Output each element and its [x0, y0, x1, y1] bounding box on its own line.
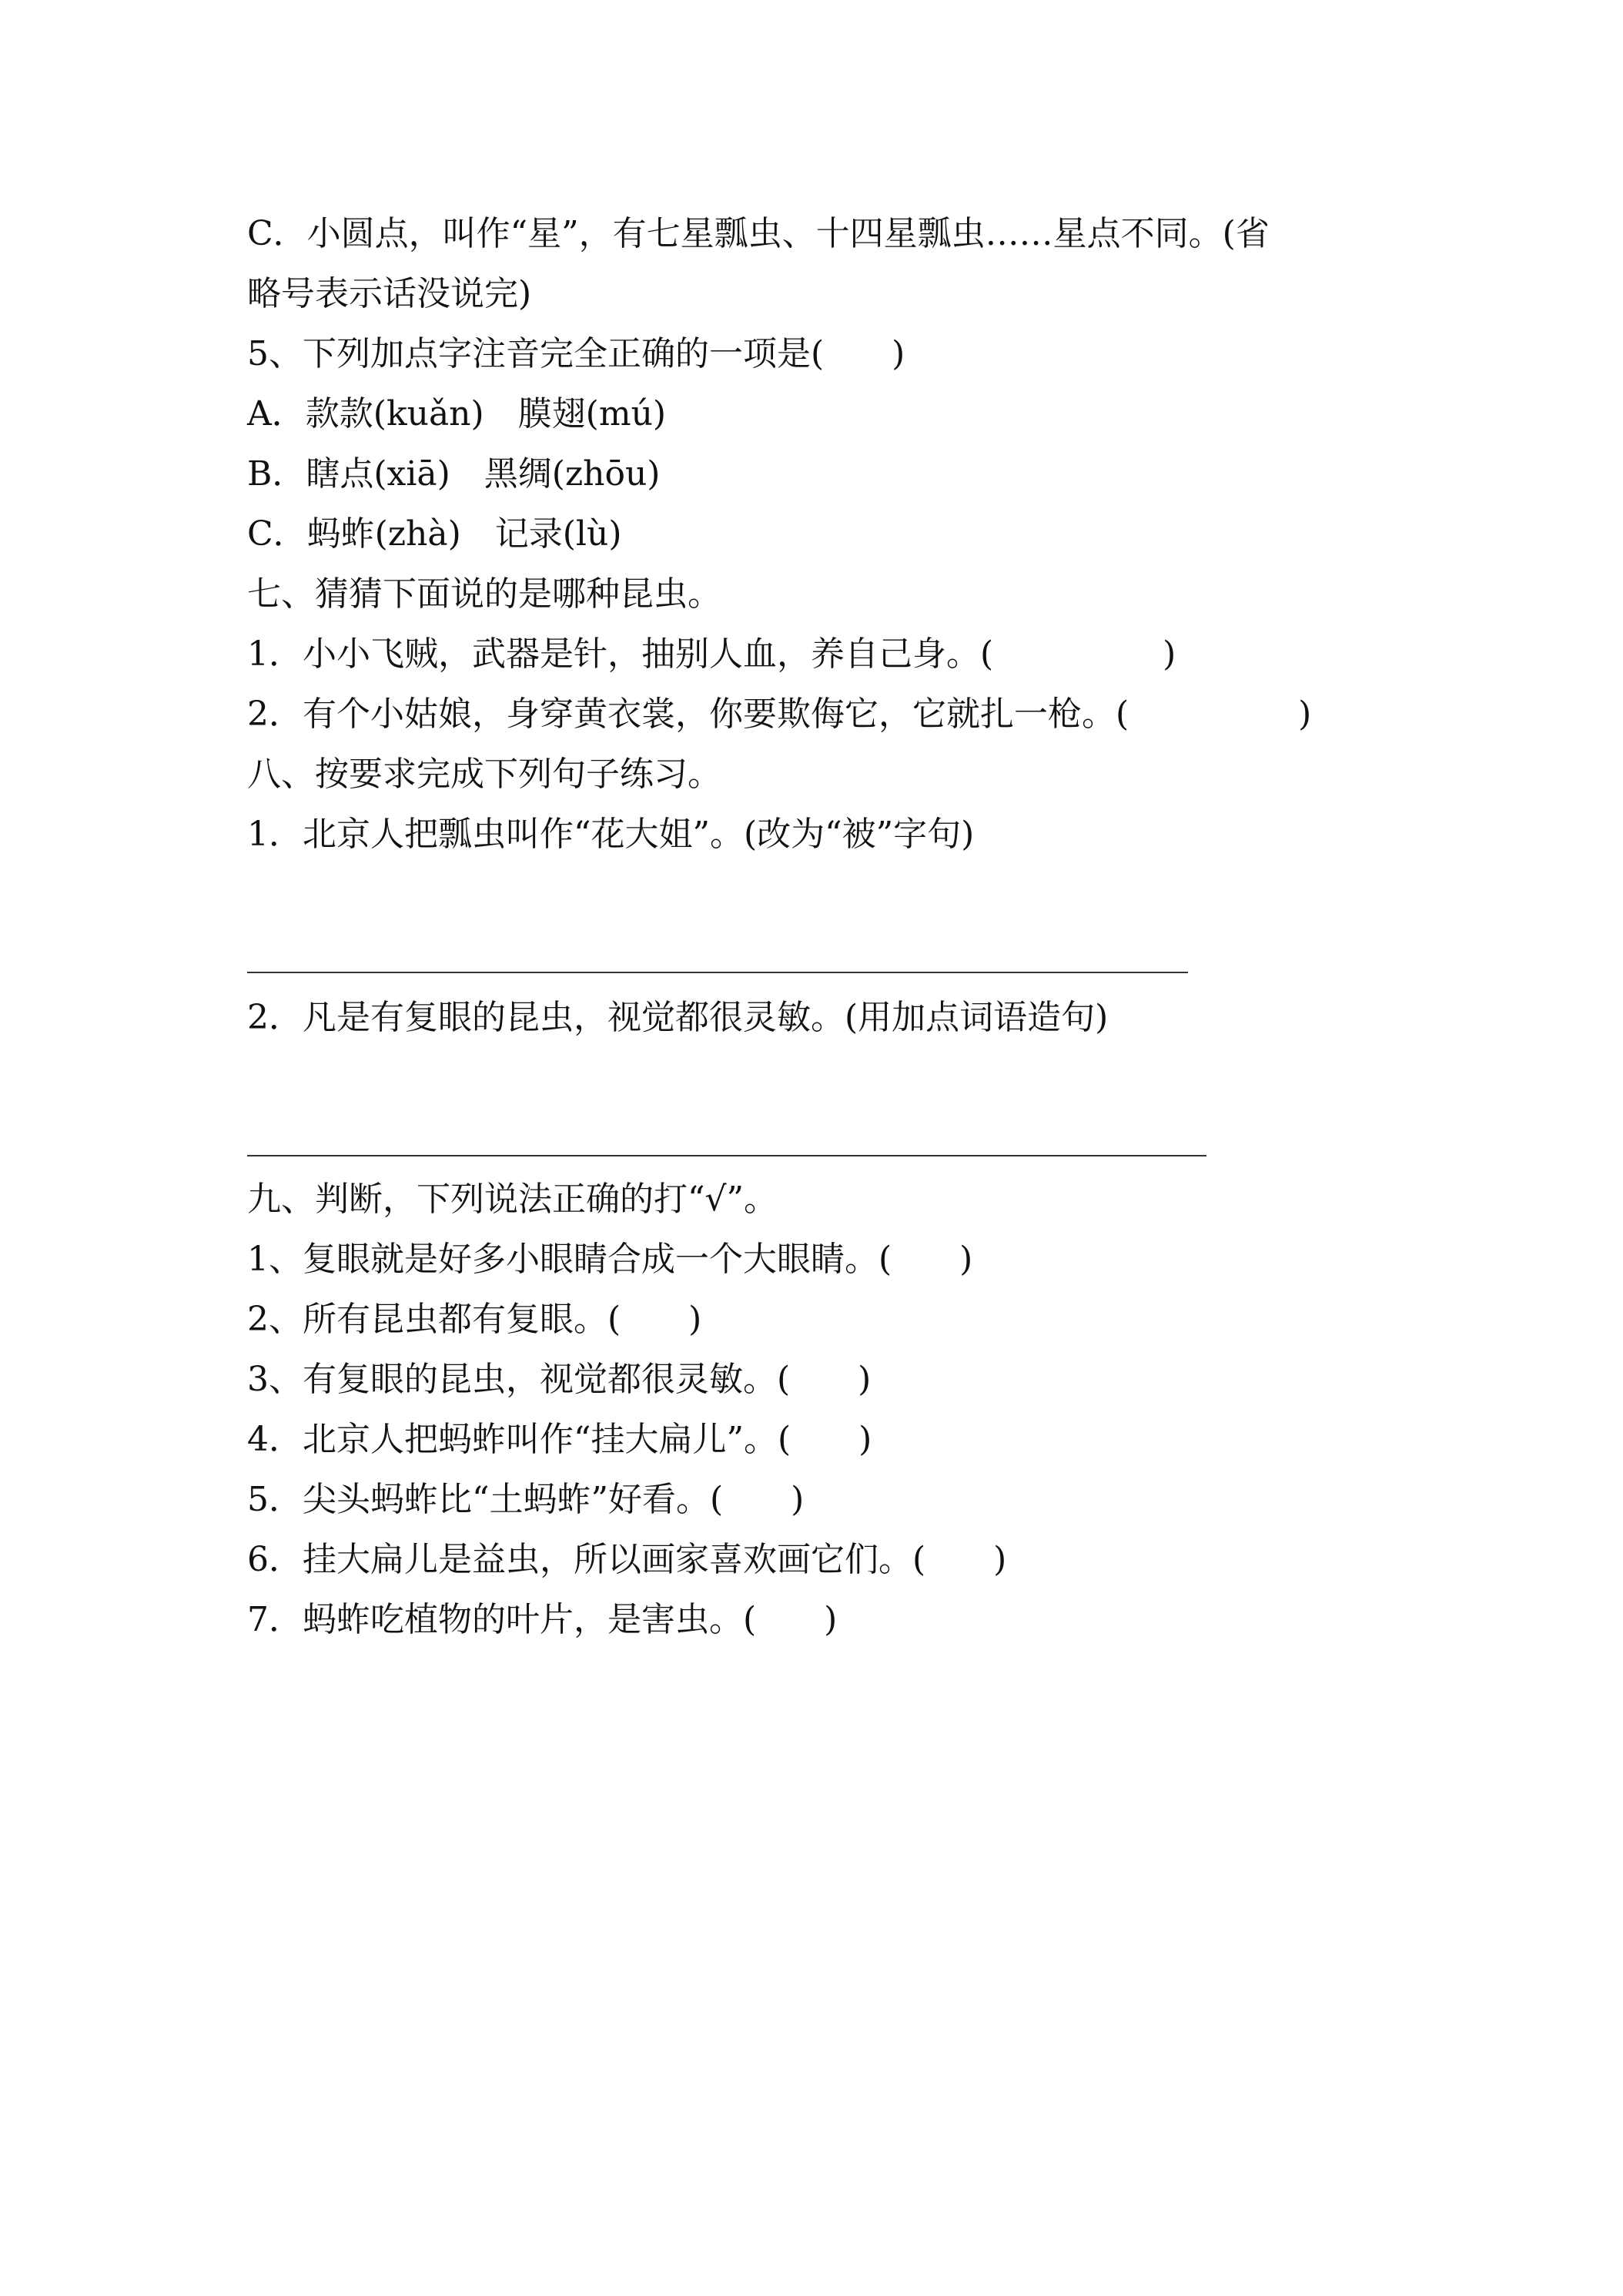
question-5-option-b: B．瞎点(xiā) 黑绸(zhōu)	[247, 454, 661, 494]
answer-line-2[interactable]	[247, 1155, 1206, 1156]
section-8-item-2: 2．凡是有复眼的昆虫，视觉都很灵敏。(用加点词语造句)	[247, 998, 1109, 1037]
section-7-item-2: 2．有个小姑娘，身穿黄衣裳，你要欺侮它，它就扎一枪。( )	[247, 694, 1312, 734]
section-9-item-1: 1、复眼就是好多小眼睛合成一个大眼睛。( )	[247, 1240, 973, 1279]
section-9-item-3: 3、有复眼的昆虫，视觉都很灵敏。( )	[247, 1360, 872, 1399]
question-5: 5、下列加点字注音完全正确的一项是( )	[247, 334, 905, 373]
question-5-option-a: A．款款(kuǎn) 膜翅(mú)	[247, 394, 667, 433]
answer-line-1[interactable]	[247, 972, 1188, 973]
question-5-option-c: C．蚂蚱(zhà) 记录(lù)	[247, 514, 622, 554]
section-8-heading: 八、按要求完成下列句子练习。	[247, 755, 721, 794]
section-9-item-6: 6．挂大扁儿是益虫，所以画家喜欢画它们。( )	[247, 1540, 1007, 1579]
section-7-heading: 七、猜猜下面说的是哪种昆虫。	[247, 574, 721, 614]
section-9-heading: 九、判断，下列说法正确的打“√”。	[247, 1180, 778, 1219]
section-9-item-4: 4．北京人把蚂蚱叫作“挂大扁儿”。( )	[247, 1420, 872, 1459]
section-7-item-1: 1．小小飞贼，武器是针，抽别人血，养自己身。( )	[247, 634, 1176, 674]
option-c-line-2: 略号表示话没说完)	[247, 274, 532, 313]
option-c-line-1: C．小圆点，叫作“星”，有七星瓢虫、十四星瓢虫……星点不同。(省	[247, 214, 1270, 253]
section-9-item-2: 2、所有昆虫都有复眼。( )	[247, 1300, 702, 1339]
section-9-item-5: 5．尖头蚂蚱比“土蚂蚱”好看。( )	[247, 1480, 805, 1519]
section-8-item-1: 1．北京人把瓢虫叫作“花大姐”。(改为“被”字句)	[247, 815, 975, 854]
section-9-item-7: 7．蚂蚱吃植物的叶片，是害虫。( )	[247, 1600, 838, 1639]
